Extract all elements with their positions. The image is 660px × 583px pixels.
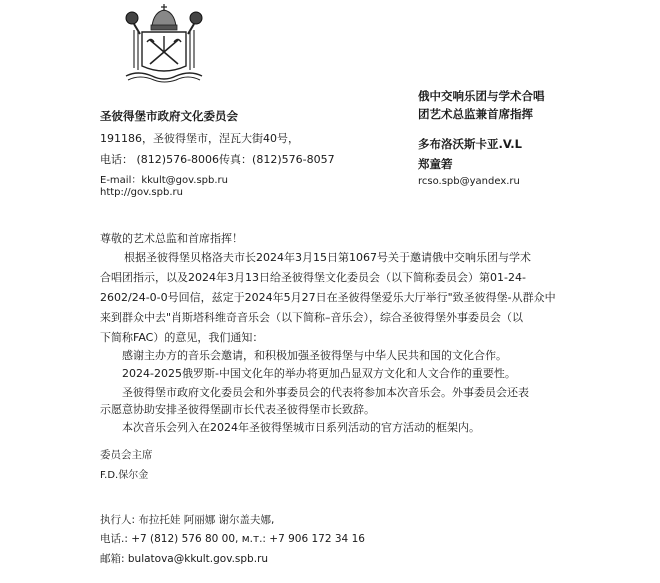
recipient-title-line2: 团艺术总监兼首席指挥 [418, 107, 533, 121]
sender-website[interactable]: http://gov.spb.ru [100, 187, 183, 198]
sender-org-name: 圣彼得堡市政府文化委员会 [100, 109, 238, 123]
paragraph1-line: 合唱团指示，以及2024年3月13日给圣彼得堡文化委员会（以下简称委员会）第01-24- [100, 271, 526, 284]
point-3-line: 示愿意协助安排圣彼得堡副市长代表圣彼得堡市长致辞。 [100, 403, 375, 416]
recipient-email[interactable]: rcso.spb@yandex.ru [418, 176, 520, 187]
executor-name: 执行人: 布拉托娃 阿丽娜 谢尔盖夫娜, [100, 514, 275, 526]
point-2: 2024-2025俄罗斯-中国文化年的举办将更加凸显双方文化和人文合作的重要性。 [122, 367, 516, 380]
point-1: 感谢主办方的音乐会邀请，和积极加强圣彼得堡与中华人民共和国的文化合作。 [122, 349, 507, 362]
executor-phone: 电话.: +7 (812) 576 80 00, м.т.: +7 906 172 34 16 [100, 533, 365, 545]
st-petersburg-crest-icon [118, 4, 210, 84]
sender-address: 191186，圣彼得堡市，涅瓦大街40号， [100, 132, 299, 145]
recipient-name-line1: 多布洛沃斯卡亚.V.L [418, 137, 522, 151]
recipient-title-line1: 俄中交响乐团与学术合唱 [418, 89, 545, 103]
signatory-position: 委员会主席 [100, 449, 153, 461]
point-4: 本次音乐会列入在2024年圣彼得堡城市日系列活动的官方活动的框架内。 [122, 421, 480, 434]
recipient-name-line2: 郑童箬 [418, 157, 453, 171]
sender-email[interactable]: E-mail：kkult@gov.spb.ru [100, 175, 228, 186]
paragraph1-line: 根据圣彼得堡贝格洛夫市长2024年3月15日第1067号关于邀请俄中交响乐团与学术 [124, 251, 531, 264]
paragraph1-line: 来到群众中去"肖斯塔科维奇音乐会（以下简称–音乐会），综合圣彼得堡外事委员会（以 [100, 311, 524, 324]
sender-phone-fax: 电话： (812)576-8006传真：(812)576-8057 [100, 153, 335, 166]
paragraph1-line: 下简称FAC）的意见，我们通知： [100, 331, 264, 344]
executor-email[interactable]: 邮箱: bulatova@kkult.gov.spb.ru [100, 553, 269, 565]
signatory-name: F.D.保尔金 [100, 470, 149, 481]
paragraph1-line: 2602/24-0-0号回信，兹定于2024年5月27日在圣彼得堡爱乐大厅举行"致圣彼得堡-从群众中 [100, 291, 556, 304]
salutation: 尊敬的艺术总监和首席指挥！ [100, 232, 243, 245]
point-3-line: 圣彼得堡市政府文化委员会和外事委员会的代表将参加本次音乐会。外事委员会还表 [122, 386, 529, 399]
